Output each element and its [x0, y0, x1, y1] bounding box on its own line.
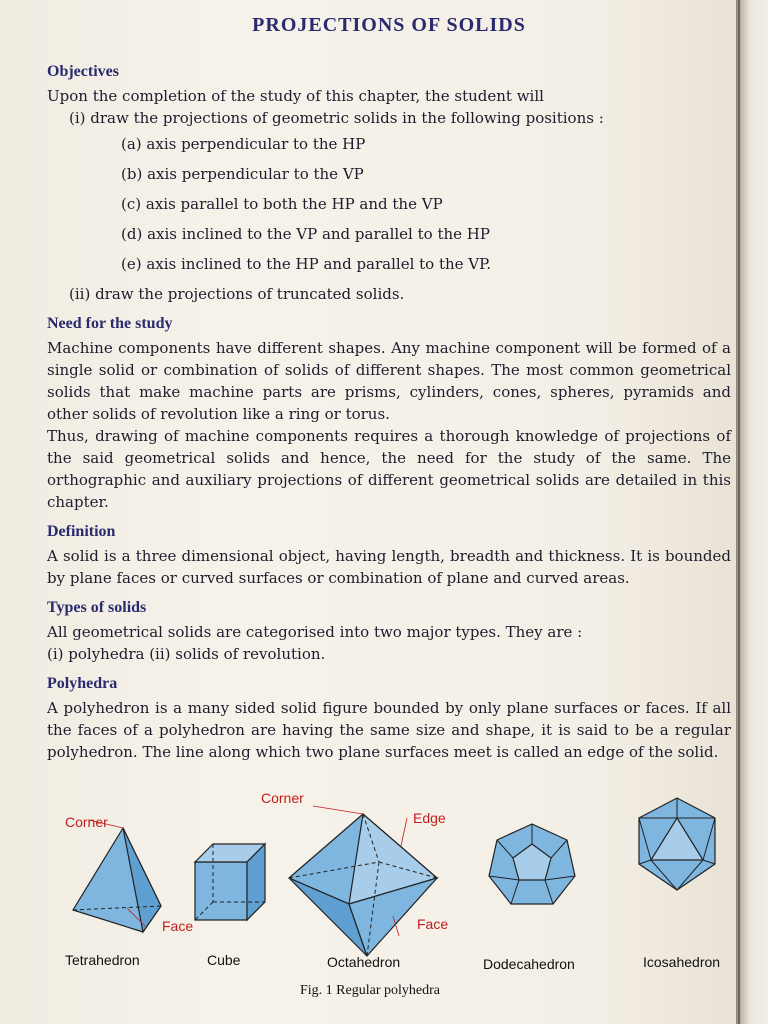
callout-face-right: Face [417, 916, 449, 932]
objectives-intro: Upon the completion of the study of this chapter, the student will [47, 87, 544, 105]
objective-sub-d: (d) axis inclined to the VP and parallel to the HP [121, 225, 490, 243]
polyhedra-text: A polyhedron is a many sided solid figure bounded by only plane surfaces or faces. If all the faces of a polyhedron are having the same size and shape, it is said to be a regular polyhedron. The line along which two plane surfaces meet is called an edge of the solid. [47, 699, 731, 761]
page-content [47, 14, 731, 763]
objective-item-ii: (ii) draw the projections of truncated solids. [69, 285, 405, 303]
label-octahedron: Octahedron [327, 954, 401, 970]
objectives-heading: Objectives [47, 63, 119, 80]
types-heading: Types of solids [47, 599, 147, 616]
binding-line [738, 0, 740, 1024]
label-tetrahedron: Tetrahedron [65, 952, 140, 968]
page-edge [736, 0, 768, 1024]
need-heading: Need for the study [47, 315, 173, 332]
polyhedra-heading: Polyhedra [47, 675, 118, 692]
callout-corner-left: Corner [65, 814, 108, 830]
objective-item-i: (i) draw the projections of geometric solids in the following positions : [69, 109, 604, 127]
objective-sub-c: (c) axis parallel to both the HP and the VP [121, 195, 443, 213]
polyhedra-figure [47, 790, 731, 1010]
objective-sub-b: (b) axis perpendicular to the VP [121, 165, 364, 183]
cube-drawing [191, 840, 281, 930]
definition-heading: Definition [47, 523, 116, 540]
objective-sub-a: (a) axis perpendicular to the HP [121, 135, 366, 153]
label-icosahedron: Icosahedron [643, 954, 721, 970]
chapter-title: PROJECTIONS OF SOLIDS [252, 14, 526, 36]
types-text-2: (i) polyhedra (ii) solids of revolution. [47, 645, 326, 663]
octahedron-drawing [289, 806, 439, 966]
callout-corner-top: Corner [261, 790, 304, 806]
dodecahedron-drawing [487, 820, 577, 910]
icosahedron-drawing [633, 796, 723, 896]
figure-caption: Fig. 1 Regular polyhedra [300, 983, 440, 998]
label-cube: Cube [207, 952, 241, 968]
definition-text: A solid is a three dimensional object, having length, breadth and thickness. It is bounded by plane faces or curved surfaces or combination of plane and curved areas. [47, 547, 731, 587]
callout-edge: Edge [413, 810, 446, 826]
objective-sub-e: (e) axis inclined to the HP and parallel to the VP. [121, 255, 491, 273]
need-paragraph-1: Machine components have different shapes. Any machine component will be formed of a single solid or combination of solids of different shapes. The most common geometrical solids that make machine parts are prisms, cylinders, cones, spheres, pyramids and other solids of revolution like a ring or torus. [47, 339, 731, 423]
label-dodecahedron: Dodecahedron [483, 956, 575, 972]
need-paragraph-2: Thus, drawing of machine components requires a thorough knowledge of projections of the said geometrical solids and hence, the need for the study of the same. The orthographic and auxiliary projections of different geometrical solids are detailed in this chapter. [47, 427, 731, 511]
callout-face-left: Face [162, 918, 194, 934]
types-text-1: All geometrical solids are categorised into two major types. They are : [47, 623, 583, 641]
